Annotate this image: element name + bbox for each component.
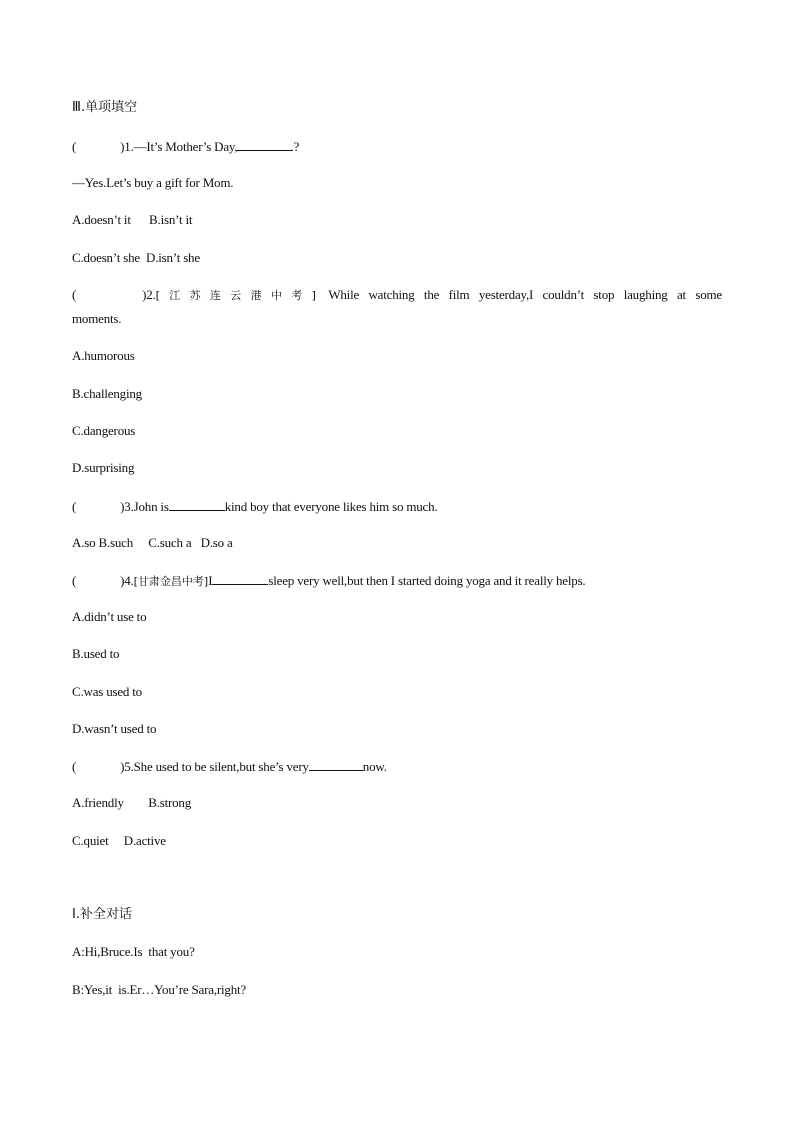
q1-stem: —It’s Mother’s Day, xyxy=(133,139,238,154)
q2-option-a: A.humorous xyxy=(72,348,135,363)
q4-open-paren: ( xyxy=(72,573,77,588)
q2-open-paren: ( xyxy=(72,287,77,302)
q5-stem: She used to be silent,but she’s very xyxy=(133,759,309,774)
q3-stem-end: kind boy that everyone likes him so much. xyxy=(224,499,438,514)
q4-blank[interactable] xyxy=(212,572,268,585)
question-1 xyxy=(72,138,299,155)
q3-stem: John is xyxy=(133,499,169,514)
q1-open-paren: ( xyxy=(72,139,77,154)
q1-stem-end: ? xyxy=(293,139,300,154)
q3-options: A.so B.such C.such a D.so a xyxy=(72,535,233,550)
q1-reply: —Yes.Let’s buy a gift for Mom. xyxy=(72,175,234,190)
q2-number: )2. xyxy=(142,287,156,302)
q4-stem: I xyxy=(208,573,213,588)
q1-options-ab: A.doesn’t it B.isn’t it xyxy=(72,212,193,227)
q4-source-tag: [甘肃金昌中考] xyxy=(133,575,209,588)
q2-stem: While watching the film yesterday,I couldn’t stop laughing at some xyxy=(328,287,722,302)
q2-stem-continued: moments. xyxy=(72,311,122,326)
q1-options-cd: C.doesn’t she D.isn’t she xyxy=(72,250,200,265)
q5-options-ab: A.friendly B.strong xyxy=(72,795,192,810)
q3-number: )3. xyxy=(120,499,134,514)
q4-option-a: A.didn’t use to xyxy=(72,609,147,624)
q4-option-b: B.used to xyxy=(72,646,120,661)
q5-stem-end: now. xyxy=(362,759,387,774)
q5-blank[interactable] xyxy=(309,758,363,771)
q2-option-d: D.surprising xyxy=(72,460,135,475)
q4-option-c: C.was used to xyxy=(72,684,142,699)
q2-option-b: B.challenging xyxy=(72,386,142,401)
question-5 xyxy=(72,758,387,775)
q5-open-paren: ( xyxy=(72,759,77,774)
q4-number: )4. xyxy=(120,573,134,588)
section-heading-single-choice: Ⅲ.单项填空 xyxy=(72,100,138,115)
q4-option-d: D.wasn’t used to xyxy=(72,721,157,736)
section-heading-dialogue: Ⅰ.补全对话 xyxy=(72,907,132,922)
question-4 xyxy=(72,572,586,590)
q5-options-cd: C.quiet D.active xyxy=(72,833,166,848)
q3-blank[interactable] xyxy=(169,498,225,511)
question-2 xyxy=(72,287,722,304)
q5-number: )5. xyxy=(120,759,134,774)
q2-source-tag: [江苏连云港中考] xyxy=(155,289,319,302)
q3-open-paren: ( xyxy=(72,499,77,514)
dialogue-line-b: B:Yes,it is.Er…You’re Sara,right? xyxy=(72,982,247,997)
q1-blank[interactable] xyxy=(237,138,293,151)
q1-number: )1. xyxy=(120,139,134,154)
q2-option-c: C.dangerous xyxy=(72,423,136,438)
question-3 xyxy=(72,498,437,515)
q4-stem-end: sleep very well,but then I started doing yoga and it really helps. xyxy=(268,573,586,588)
dialogue-line-a: A:Hi,Bruce.Is that you? xyxy=(72,944,195,959)
